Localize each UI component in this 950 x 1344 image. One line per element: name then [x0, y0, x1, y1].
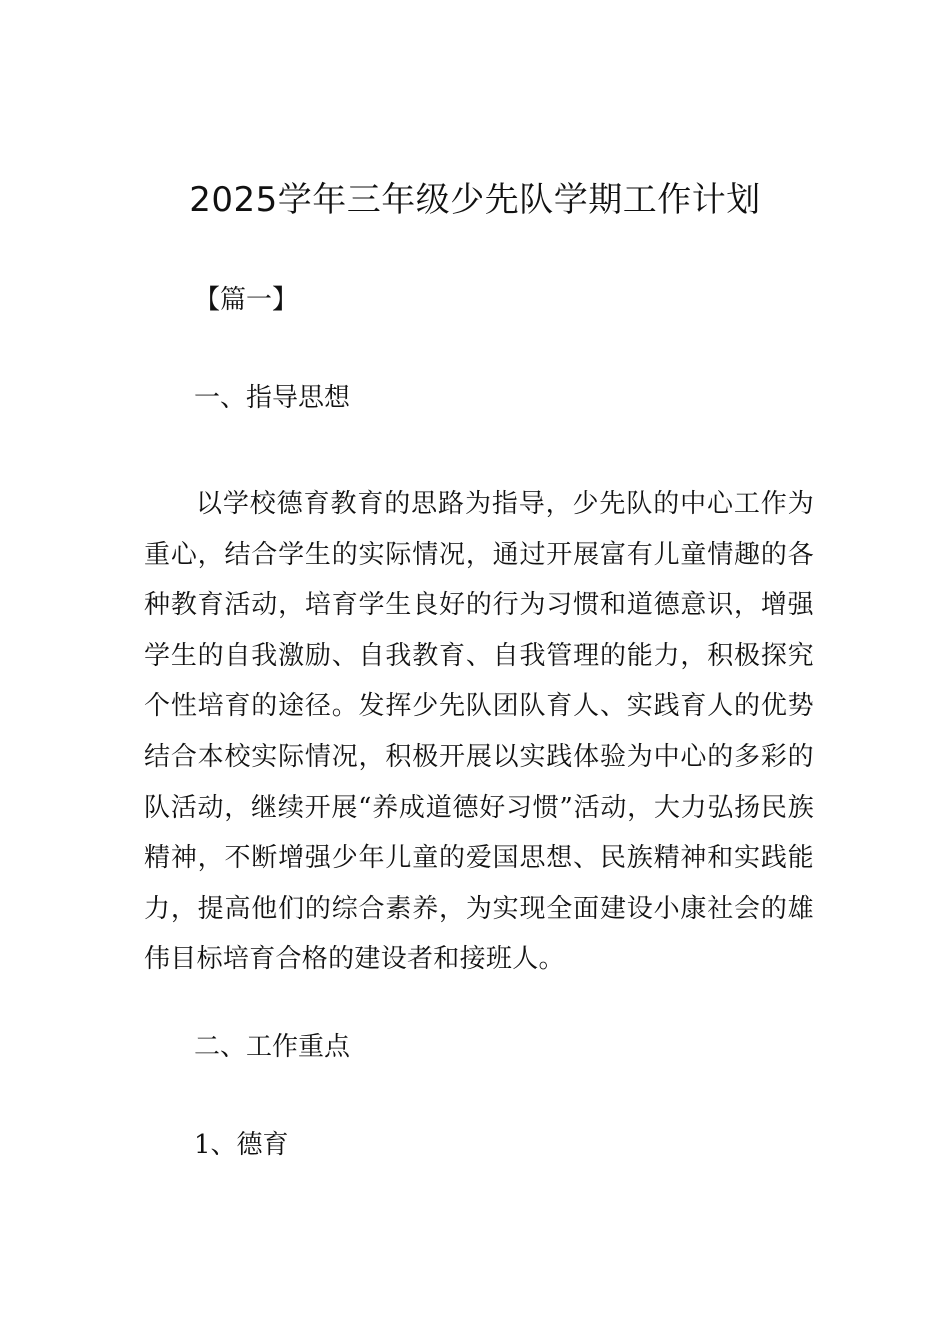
section-heading-work-focus: 二、工作重点 [194, 1032, 351, 1062]
part-label: 【篇一】 [194, 285, 299, 315]
guiding-ideology-paragraph: 以学校德育教育的思路为指导，少先队的中心工作为重心，结合学生的实际情况，通过开展富有儿童情趣的各种教育活动，培育学生良好的行为习惯和道德意识，增强学生的自我激励、自我教育、自我管理的能力，积极探究个性培育的途径。发挥少先队团队育人、实践育人的优势结合本校实际情况，积极开展以实践体验为中心的多彩的队活动，继续开展“养成道德好习惯”活动，大力弘扬民族精神，不断增强少年儿童的爱国思想、民族精神和实践能力，提高他们的综合素养，为实现全面建设小康社会的雄伟目标培育合格的建设者和接班人。 [144, 489, 814, 975]
document-title: 2025学年三年级少先队学期工作计划 [189, 180, 761, 220]
subsection-heading-moral-education: 1、德育 [194, 1130, 289, 1160]
section-heading-guiding-ideology: 一、指导思想 [194, 383, 351, 413]
